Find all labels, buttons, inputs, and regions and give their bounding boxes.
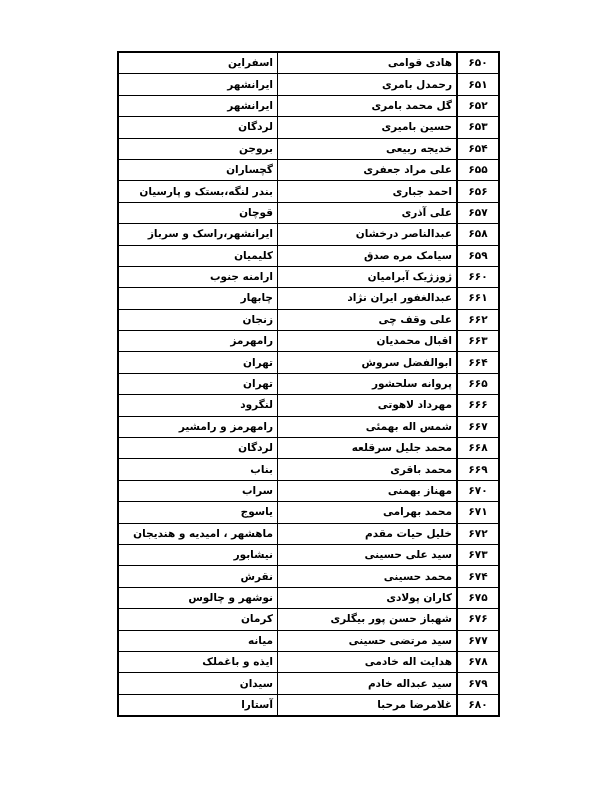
person-name: محمد حسینی <box>278 566 458 587</box>
constituency: سراب <box>118 480 278 501</box>
person-name: سید علی حسینی <box>278 544 458 565</box>
table-row <box>118 587 499 608</box>
row-number: ۶۵۰ <box>457 52 499 74</box>
constituency: گچساران <box>118 159 278 180</box>
constituency: بندر لنگه،بستک و پارسیان <box>118 181 278 202</box>
person-name: محمد جلیل سرقلعه <box>278 438 458 459</box>
constituency: بناب <box>118 459 278 480</box>
table-row <box>118 159 499 180</box>
person-name: خلیل حیات مقدم <box>278 523 458 544</box>
row-number: ۶۷۳ <box>457 544 499 565</box>
person-name: علی مراد جعفری <box>278 159 458 180</box>
table-row <box>118 651 499 672</box>
constituency: کرمان <box>118 609 278 630</box>
constituency: کلیمیان <box>118 245 278 266</box>
table-row <box>118 544 499 565</box>
constituency: ایرانشهر <box>118 74 278 95</box>
row-number: ۶۷۴ <box>457 566 499 587</box>
person-name: عبدالغفور ایران نژاد <box>278 288 458 309</box>
row-number: ۶۷۲ <box>457 523 499 544</box>
person-name: سیامک مره صدق <box>278 245 458 266</box>
person-name: حسین بامیری <box>278 117 458 138</box>
person-name: مهناز بهمنی <box>278 480 458 501</box>
table-row <box>118 416 499 437</box>
constituency: ایرانشهر <box>118 95 278 116</box>
person-name: علی آذری <box>278 202 458 223</box>
row-number: ۶۵۹ <box>457 245 499 266</box>
table-row <box>118 52 499 74</box>
row-number: ۶۵۴ <box>457 138 499 159</box>
row-number: ۶۶۰ <box>457 266 499 287</box>
row-number: ۶۵۷ <box>457 202 499 223</box>
constituency: چابهار <box>118 288 278 309</box>
constituency: آستارا <box>118 694 278 716</box>
table-row <box>118 309 499 330</box>
row-number: ۶۷۷ <box>457 630 499 651</box>
table-row <box>118 95 499 116</box>
table-row <box>118 566 499 587</box>
person-name: ابوالفضل سروش <box>278 352 458 373</box>
row-number: ۶۶۶ <box>457 395 499 416</box>
table-row <box>118 245 499 266</box>
table-row <box>118 117 499 138</box>
table-row <box>118 523 499 544</box>
constituency: اسفراین <box>118 52 278 74</box>
constituency: بروجن <box>118 138 278 159</box>
table-row <box>118 395 499 416</box>
constituency: ارامنه جنوب <box>118 266 278 287</box>
person-name: عبدالناصر درخشان <box>278 224 458 245</box>
person-name: مهرداد لاهوتی <box>278 395 458 416</box>
person-name: محمد باقری <box>278 459 458 480</box>
row-number: ۶۵۲ <box>457 95 499 116</box>
table-row <box>118 694 499 716</box>
constituency: لنگرود <box>118 395 278 416</box>
roster-table-container <box>117 51 493 717</box>
person-name: شمس اله بهمئی <box>278 416 458 437</box>
table-row <box>118 288 499 309</box>
constituency: رامهرمز <box>118 331 278 352</box>
constituency: ماهشهر ، امیدیه و هندیجان <box>118 523 278 544</box>
row-number: ۶۵۶ <box>457 181 499 202</box>
row-number: ۶۸۰ <box>457 694 499 716</box>
table-row <box>118 673 499 694</box>
constituency: نقرش <box>118 566 278 587</box>
person-name: پروانه سلحشور <box>278 373 458 394</box>
row-number: ۶۵۱ <box>457 74 499 95</box>
row-number: ۶۷۱ <box>457 502 499 523</box>
constituency: تهران <box>118 352 278 373</box>
person-name: غلامرضا مرحبا <box>278 694 458 716</box>
row-number: ۶۷۵ <box>457 587 499 608</box>
row-number: ۶۶۹ <box>457 459 499 480</box>
constituency: زنجان <box>118 309 278 330</box>
table-row <box>118 438 499 459</box>
person-name: شهباز حسن پور بیگلری <box>278 609 458 630</box>
table-row <box>118 138 499 159</box>
constituency: ایذه و باغملک <box>118 651 278 672</box>
table-row <box>118 74 499 95</box>
person-name: ژوزژیک آبرامیان <box>278 266 458 287</box>
constituency: تهران <box>118 373 278 394</box>
constituency: میانه <box>118 630 278 651</box>
row-number: ۶۷۰ <box>457 480 499 501</box>
table-row <box>118 502 499 523</box>
person-name: هادی قوامی <box>278 52 458 74</box>
table-row <box>118 373 499 394</box>
person-name: سید مرتضی حسینی <box>278 630 458 651</box>
person-name: کاران پولادی <box>278 587 458 608</box>
table-row <box>118 459 499 480</box>
row-number: ۶۶۳ <box>457 331 499 352</box>
row-number: ۶۶۴ <box>457 352 499 373</box>
table-row <box>118 331 499 352</box>
row-number: ۶۷۹ <box>457 673 499 694</box>
person-name: محمد بهرامی <box>278 502 458 523</box>
roster-table <box>117 51 500 717</box>
constituency: یاسوج <box>118 502 278 523</box>
person-name: سید عبداله خادم <box>278 673 458 694</box>
table-row <box>118 609 499 630</box>
constituency: لردگان <box>118 117 278 138</box>
person-name: گل محمد بامری <box>278 95 458 116</box>
roster-table-body <box>118 52 499 716</box>
person-name: هدایت اله خادمی <box>278 651 458 672</box>
person-name: علی وقف چی <box>278 309 458 330</box>
constituency: لردگان <box>118 438 278 459</box>
table-row <box>118 352 499 373</box>
person-name: احمد جباری <box>278 181 458 202</box>
row-number: ۶۶۸ <box>457 438 499 459</box>
table-row <box>118 266 499 287</box>
person-name: رحمدل بامری <box>278 74 458 95</box>
constituency: نوشهر و چالوس <box>118 587 278 608</box>
row-number: ۶۶۲ <box>457 309 499 330</box>
row-number: ۶۶۵ <box>457 373 499 394</box>
table-row <box>118 480 499 501</box>
row-number: ۶۶۷ <box>457 416 499 437</box>
row-number: ۶۵۵ <box>457 159 499 180</box>
row-number: ۶۷۶ <box>457 609 499 630</box>
row-number: ۶۵۳ <box>457 117 499 138</box>
constituency: رامهرمز و رامشیر <box>118 416 278 437</box>
person-name: خدیجه ربیعی <box>278 138 458 159</box>
constituency: نیشابور <box>118 544 278 565</box>
table-row <box>118 202 499 223</box>
person-name: اقبال محمدیان <box>278 331 458 352</box>
row-number: ۶۵۸ <box>457 224 499 245</box>
row-number: ۶۶۱ <box>457 288 499 309</box>
table-row <box>118 181 499 202</box>
table-row <box>118 630 499 651</box>
constituency: سیدان <box>118 673 278 694</box>
row-number: ۶۷۸ <box>457 651 499 672</box>
table-row <box>118 224 499 245</box>
constituency: ایرانشهر،راسک و سرباز <box>118 224 278 245</box>
constituency: قوچان <box>118 202 278 223</box>
